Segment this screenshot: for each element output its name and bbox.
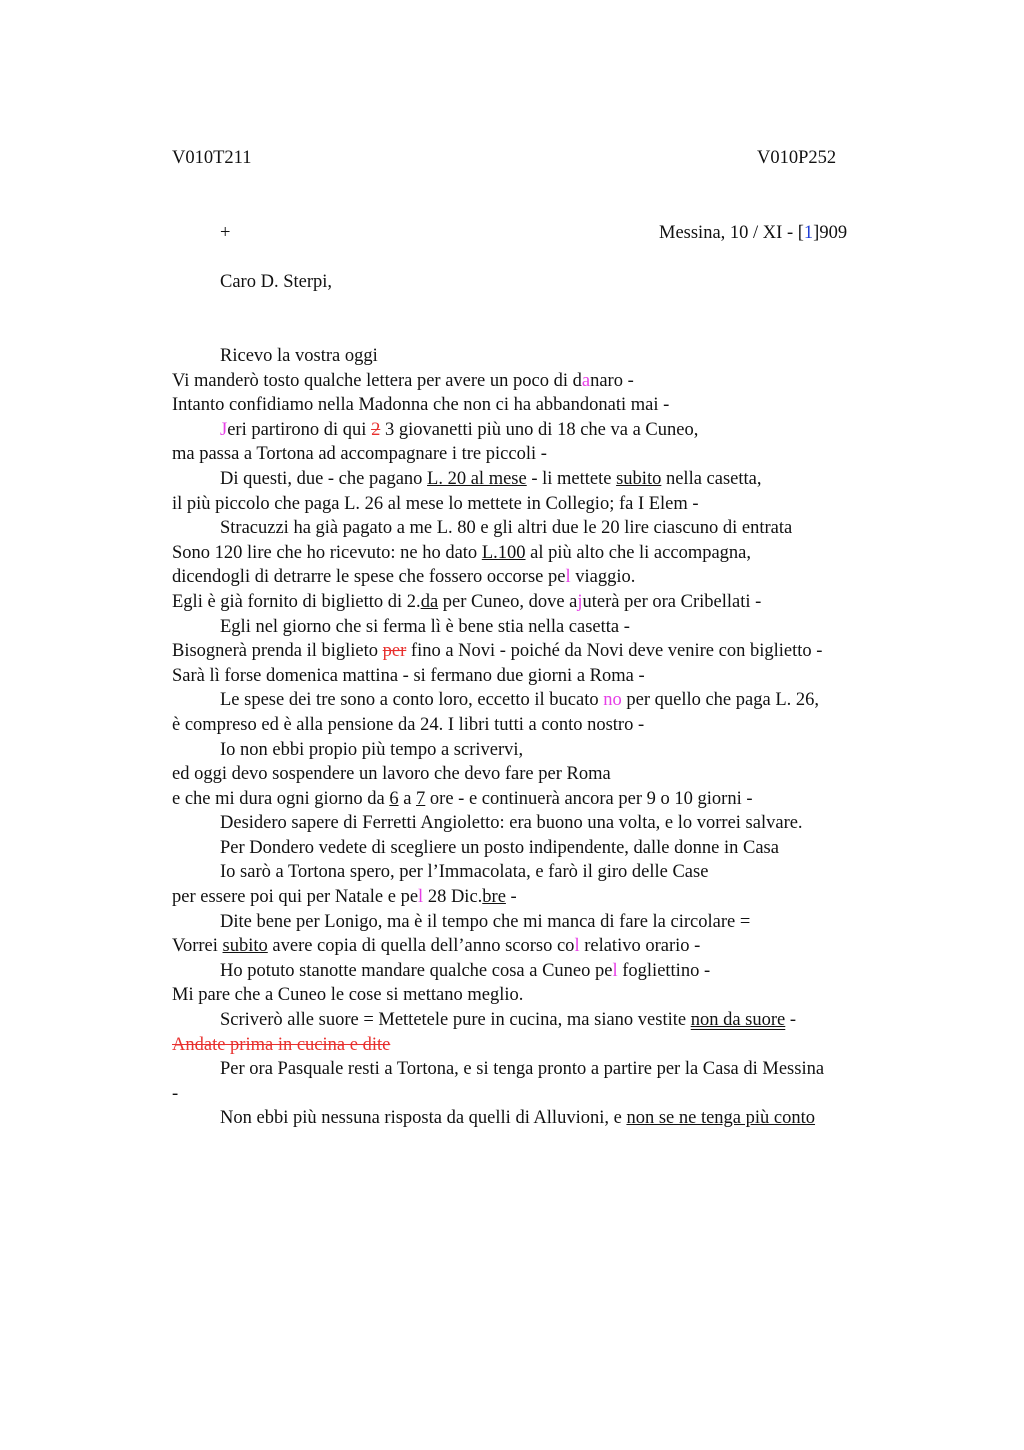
letter-text-segment: 7: [416, 788, 426, 809]
letter-text-segment: non se ne tenga più conto: [626, 1108, 816, 1129]
letter-text-segment: Sono 120 lire che ho ricevuto: ne ho dato: [172, 542, 482, 563]
letter-line: [172, 738, 932, 763]
salutation: Caro D. Sterpi,: [220, 272, 333, 292]
letter-line: [172, 467, 932, 492]
letter-text-segment: subito: [222, 936, 268, 957]
letter-text-segment: non da suore: [690, 1010, 786, 1031]
date-prefix: Messina, 10 / XI - [: [659, 223, 804, 243]
letter-text-segment: 6: [389, 788, 399, 809]
letter-line: [172, 860, 932, 885]
letter-text-segment: fino a Novi - poiché da Novi deve venire con biglietto -: [406, 641, 823, 662]
letter-text-segment: e che mi dura ogni giorno da: [172, 788, 390, 809]
letter-line: [172, 1057, 932, 1082]
letter-text-segment: Le spese dei tre sono a conto loro, eccetto il bucato: [220, 690, 604, 711]
letter-text-segment: L.100: [481, 542, 526, 563]
letter-text-segment: viaggio.: [570, 567, 636, 588]
document-code-right: V010P252: [757, 148, 837, 168]
letter-text-segment: fogliettino -: [617, 960, 711, 981]
letter-line: [172, 639, 932, 664]
letter-text-segment: Intanto confidiamo nella Madonna che non ci ha abbandonati mai -: [172, 395, 670, 416]
letter-text-segment: bre: [482, 887, 506, 908]
letter-text-segment: subito: [616, 468, 662, 489]
letter-text-segment: l: [418, 887, 424, 908]
letter-text-segment: è compreso ed è alla pensione da 24. I libri tutti a conto nostro -: [172, 714, 645, 735]
letter-text-segment: nella casetta,: [661, 468, 762, 489]
letter-date: [659, 221, 847, 245]
letter-text-segment: Vorrei: [172, 936, 223, 957]
letter-text-segment: 3 giovanetti più uno di 18 che va a Cuneo,: [380, 419, 699, 440]
letter-line: [172, 1033, 932, 1058]
letter-text-segment: eri partirono di qui: [227, 419, 372, 440]
letter-text-segment: Vi manderò tosto qualche lettera per avere un poco di d: [172, 370, 582, 391]
letter-text-segment: a: [581, 370, 591, 391]
letter-text-segment: ore - e continuerà ancora per 9 o 10 giorni -: [425, 788, 753, 809]
letter-text-segment: 2: [371, 419, 381, 440]
letter-line: [172, 615, 932, 640]
letter-text-segment: da: [420, 591, 439, 612]
letter-text-segment: il più piccolo che paga L. 26 al mese lo mettete in Collegio; fa I Elem -: [172, 493, 699, 514]
letter-text-segment: Egli nel giorno che si ferma lì è bene stia nella casetta -: [220, 616, 630, 637]
letter-line: [172, 713, 932, 738]
letter-text-segment: Ho potuto stanotte mandare qualche cosa a Cuneo pe: [220, 960, 613, 981]
letter-line: [172, 762, 932, 787]
letter-text-segment: per quello che paga L. 26,: [621, 690, 819, 711]
document-code-left: V010T211: [172, 148, 252, 168]
letter-text-segment: Desidero sapere di Ferretti Angioletto: era buono una volta, e lo vorrei salvare.: [220, 813, 803, 834]
letter-line: [172, 910, 932, 935]
letter-text-segment: per: [382, 641, 407, 662]
letter-text-segment: 28 Dic.: [423, 887, 483, 908]
letter-line: [172, 492, 932, 517]
letter-text-segment: Non ebbi più nessuna risposta da quelli di Alluvioni, e: [220, 1108, 627, 1129]
letter-text-segment: Bisognerà prenda il biglieto: [172, 641, 383, 662]
letter-text-segment: ed oggi devo sospendere un lavoro che devo fare per Roma: [172, 764, 611, 785]
letter-line: [172, 983, 932, 1008]
letter-text-segment: per essere poi qui per Natale e pe: [172, 887, 419, 908]
letter-text-segment: Io non ebbi propio più tempo a scrivervi,: [220, 739, 524, 760]
letter-line: [172, 811, 932, 836]
letter-line: [172, 393, 932, 418]
letter-line: [172, 1082, 932, 1107]
letter-text-segment: Ricevo la vostra oggi: [220, 346, 378, 366]
letter-text-segment: -: [785, 1010, 797, 1031]
date-suffix: ]909: [813, 223, 848, 243]
letter-line: [172, 664, 932, 689]
letter-text-segment: Sarà lì forse domenica mattina - si fermano due giorni a Roma -: [172, 665, 645, 686]
letter-line: [172, 541, 932, 566]
letter-line: [172, 516, 932, 541]
letter-text-segment: Scriverò alle suore = Mettetele pure in cucina, ma siano vestite: [220, 1010, 691, 1031]
letter-line: [172, 442, 932, 467]
letter-text-segment: J: [220, 419, 228, 440]
letter-line: [172, 885, 932, 910]
letter-line: [172, 344, 932, 369]
letter-text-segment: per Cuneo, dove a: [438, 591, 578, 612]
letter-text-segment: -: [505, 887, 517, 908]
letter-text-segment: ma passa a Tortona ad accompagnare i tre piccoli -: [172, 444, 547, 465]
letter-text-segment: l: [574, 936, 580, 957]
letter-text-segment: L. 20 al mese: [427, 468, 527, 489]
letter-body: [172, 344, 932, 1131]
letter-text-segment: j: [577, 591, 583, 612]
cross-mark: +: [220, 223, 231, 243]
letter-line: [172, 836, 932, 861]
letter-text-segment: naro -: [590, 370, 634, 391]
letter-text-segment: l: [565, 567, 571, 588]
letter-line: [172, 369, 932, 394]
letter-text-segment: a: [398, 788, 417, 809]
date-editorial-insert: 1: [803, 223, 814, 243]
letter-text-segment: Per Dondero vedete di scegliere un posto indipendente, dalle donne in Casa: [220, 837, 779, 858]
letter-line: [172, 959, 932, 984]
letter-text-segment: Andate prima in cucina e dite: [172, 1034, 391, 1055]
letter-text-segment: dicendogli di detrarre le spese che fossero occorse pe: [172, 567, 566, 588]
letter-line: [172, 1106, 932, 1131]
letter-text-segment: Mi pare che a Cuneo le cose si mettano meglio.: [172, 985, 524, 1006]
letter-text-segment: no: [603, 690, 622, 711]
letter-line: [172, 565, 932, 590]
letter-line: [172, 590, 932, 615]
letter-line: [172, 787, 932, 812]
letter-text-segment: relativo orario -: [579, 936, 701, 957]
letter-text-segment: - li mettete: [526, 468, 617, 489]
letter-text-segment: Per ora Pasquale resti a Tortona, e si tenga pronto a partire per la Casa di Messina: [220, 1059, 825, 1080]
letter-line: [172, 688, 932, 713]
letter-text-segment: al più alto che li accompagna,: [525, 542, 752, 563]
letter-text-segment: Dite bene per Lonigo, ma è il tempo che mi manca di fare la circolare =: [220, 911, 751, 932]
letter-text-segment: Io sarò a Tortona spero, per l’Immacolata, e farò il giro delle Case: [220, 862, 709, 883]
letter-text-segment: l: [612, 960, 618, 981]
letter-line: [172, 418, 932, 443]
letter-text-segment: Egli è già fornito di biglietto di 2.: [172, 591, 421, 612]
letter-text-segment: avere copia di quella dell’anno scorso co: [267, 936, 575, 957]
letter-line: [172, 1008, 932, 1033]
letter-text-segment: Stracuzzi ha già pagato a me L. 80 e gli altri due le 20 lire ciascuno di entrata: [220, 518, 793, 539]
letter-text-segment: -: [172, 1083, 179, 1104]
letter-text-segment: Di questi, due - che pagano: [220, 468, 428, 489]
letter-text-segment: uterà per ora Cribellati -: [582, 591, 762, 612]
letter-line: [172, 934, 932, 959]
